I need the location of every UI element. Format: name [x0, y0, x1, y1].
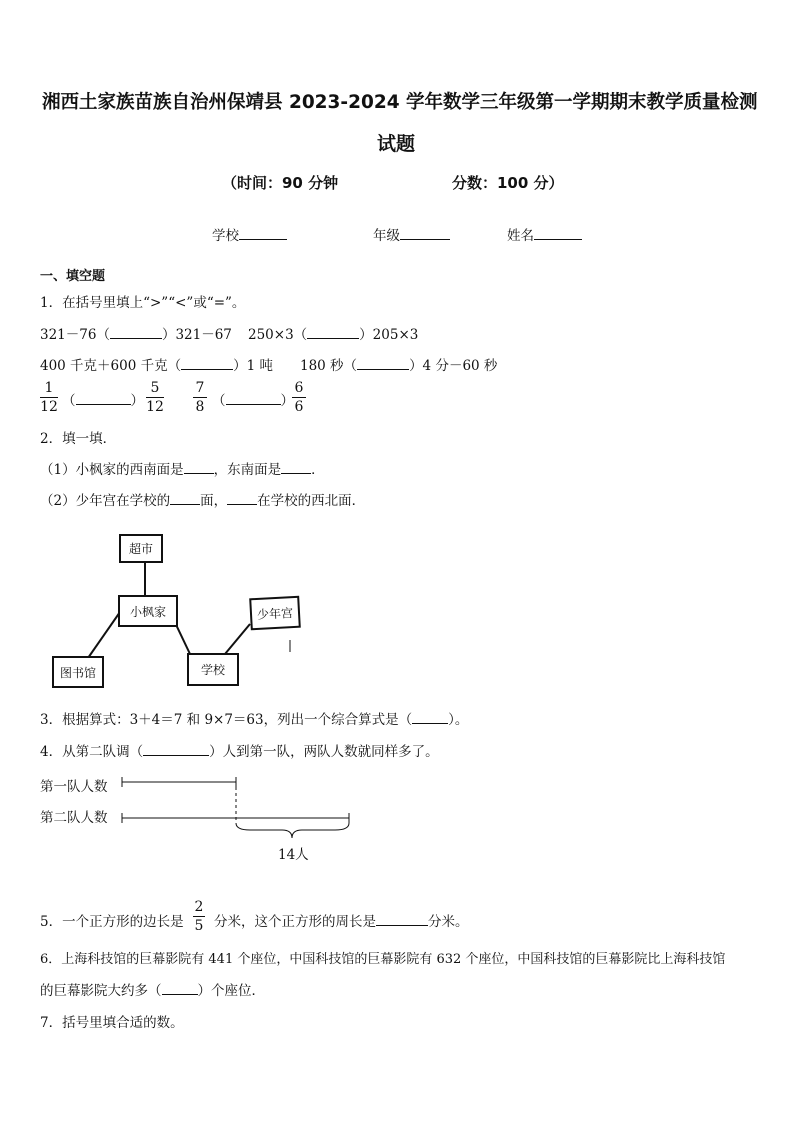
q1-paren-1: （ ）: [62, 393, 144, 409]
fraction: 2 5: [194, 899, 204, 934]
q2-sub2: （2）少年宫在学校的 面， 在学校的西北面．: [40, 493, 366, 509]
map-node-supermarket: 超市: [119, 534, 163, 563]
q5-b: 分米，这个正方形的周长是 分米。: [214, 914, 469, 930]
exam-title-line2: 试题: [377, 133, 416, 155]
q6-line2: 的巨幕影院大约多（ ）个座位．: [40, 983, 265, 999]
q3: 3．根据算式：3＋4＝7 和 9×7＝63，列出一个综合算式是（ ）。: [40, 712, 469, 728]
q7-prompt: 7．括号里填合适的数。: [40, 1015, 184, 1031]
q1-row1-a: 321－76（ ）321－67: [40, 327, 232, 343]
name-label: 姓名: [507, 228, 534, 244]
fraction: 6 6: [292, 380, 306, 415]
fraction: 7 8: [193, 380, 207, 415]
fraction: 5 12: [146, 380, 164, 415]
difference-label: 14人: [278, 847, 309, 863]
score-label: 分数：100 分）: [452, 174, 564, 192]
time-label: （时间：90 分钟: [222, 174, 339, 192]
answer-blank[interactable]: [376, 925, 428, 926]
q6-line1: 6．上海科技馆的巨幕影院有 441 个座位，中国科技馆的巨幕影院有 632 个座位，中国科技馆的巨幕影院比上海科技馆: [40, 952, 726, 967]
section-heading: 一、填空题: [40, 269, 106, 284]
team2-label: 第二队人数: [40, 810, 108, 826]
q4: 4．从第二队调（ ）人到第一队，两队人数就同样多了。: [40, 744, 439, 760]
answer-blank[interactable]: [162, 994, 198, 995]
q1-row1-b: 250×3（ ）205×3: [248, 327, 419, 343]
map-node-school: 学校: [187, 653, 239, 686]
grade-label: 年级: [373, 228, 400, 244]
map-node-youth-palace: 少年宫: [249, 596, 301, 631]
exam-title-line1: 湘西土家族苗族自治州保靖县 2023-2024 学年数学三年级第一学期期末教学质量检测: [42, 92, 758, 113]
map-node-library: 图书馆: [52, 656, 104, 688]
q1-paren-2: （ ）: [212, 393, 294, 409]
q1-row2-b: 180 秒（ ）4 分－60 秒: [300, 358, 498, 374]
q5-a: 5．一个正方形的边长是: [40, 914, 184, 930]
team1-label: 第一队人数: [40, 779, 108, 795]
q2-sub1: （1）小枫家的西南面是 ，东南面是 ．: [40, 462, 325, 478]
q1-prompt: 1．在括号里填上“>”“<”或“=”。: [40, 295, 246, 311]
fraction: 1 12: [40, 380, 58, 415]
map-node-home: 小枫家: [118, 595, 178, 627]
q1-row2-a: 400 千克＋600 千克（ ）1 吨: [40, 358, 274, 374]
q2-prompt: 2．填一填．: [40, 431, 117, 447]
school-label: 学校: [212, 228, 239, 244]
